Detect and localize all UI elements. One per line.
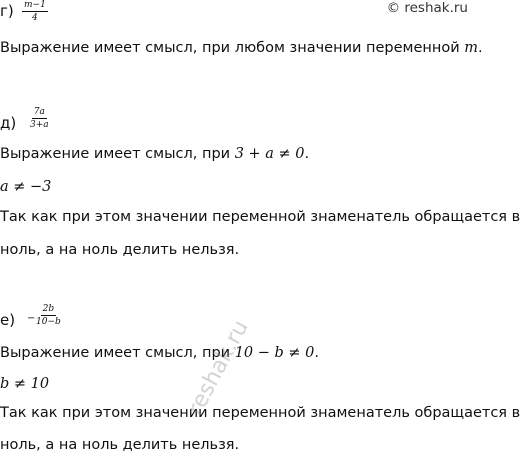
fraction-numerator: 7a [33,107,45,117]
statement-text: Выражение имеет смысл, при любом значении переменной [0,40,465,56]
site-watermark: © reshak.ru [386,0,468,16]
fraction-sign: − [27,313,36,324]
fraction [34,304,63,327]
statement-line [0,39,483,57]
math-condition: 3 + a ≠ 0 [234,146,305,162]
explanation-line: Так как при этом значении переменной знаменатель обращается в [0,405,520,421]
math-condition: 10 − b ≠ 0 [234,345,315,361]
explanation-line: ноль, а на ноль делить нельзя. [0,437,240,453]
math-variable: m [464,40,479,56]
math-condition: a ≠ −3 [0,179,52,195]
statement-end: . [314,345,320,361]
diagonal-watermark: reshak.ru [183,316,254,420]
fraction-denominator: 10−b [36,317,61,327]
fraction-denominator: 4 [32,13,38,23]
fraction-denominator: 3+a [30,120,49,130]
fraction [28,107,51,130]
item-label: е) [0,311,16,329]
item-label: г) [0,2,14,20]
item-label: д) [0,114,17,132]
fraction-numerator: 2b [42,304,55,314]
statement-text: Выражение имеет смысл, при [0,345,235,361]
explanation-line: Так как при этом значении переменной знаменатель обращается в [0,209,520,225]
fraction [22,0,48,23]
explanation-line: ноль, а на ноль делить нельзя. [0,242,240,258]
statement-end: . [304,146,310,162]
statement-text: Выражение имеет смысл, при [0,146,235,162]
math-condition: b ≠ 10 [0,376,50,392]
fraction-numerator: m−1 [24,0,46,10]
statement-end: . [478,40,483,56]
statement-line [0,344,319,362]
statement-line [0,145,309,163]
